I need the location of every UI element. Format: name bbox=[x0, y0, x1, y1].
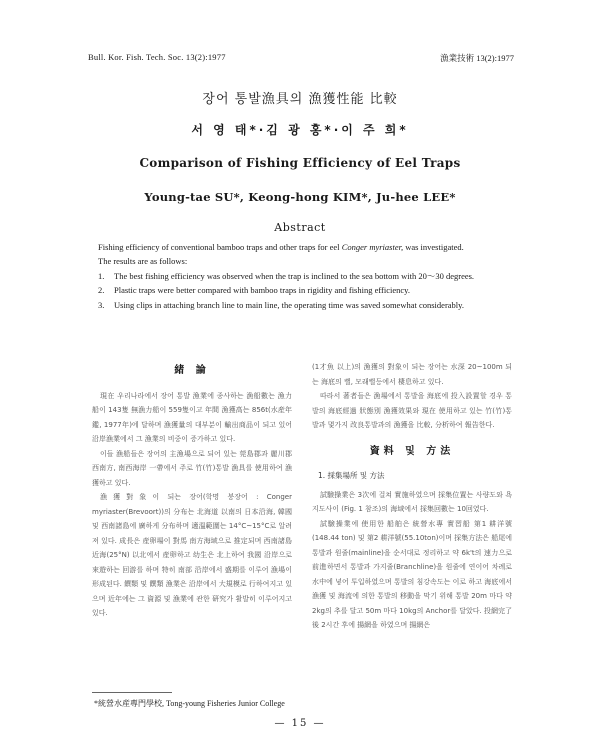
intro-paragraph: 漁獲對象이 되는 장어(학명 붕장어 : Conger myriaster(Brevoort))의 分布는 北海道 以南의 日本沿海, 韓國 및 西南諸島에 廣하게 分布하며 適溫範圍는 14°C~15°C로 알려져 있다. 成長은 産卵場이 對馬 南方海域으로 推定되며 西南諸島 近海(25°N) 以北에서 産卵하고 幼生은 北上하여 我國 沿岸으로 來遊하는 回游를 하며 特히 南部 沿岸에서 盛期를 이루어 漁場이 形成된다. 饌類 및 饌類 漁業은 沿岸에서 大規模로 行하여지고 있으며 近年에는 그 資源 및 漁業에 관한 硏究가 활발히 이루어지고 있다. bbox=[92, 493, 292, 617]
methods-paragraph: 試驗操業은 3次에 걸쳐 實施하였으며 採集位置는 사량도와 욕지도사이 (Fig. 1 참조)의 海域에서 採集回數는 10回였다. bbox=[312, 490, 512, 513]
introduction-heading: 緒 論 bbox=[174, 365, 210, 376]
paper-title-english: Comparison of Fishing Efficiency of Eel Traps bbox=[139, 156, 461, 170]
abstract-intro-text-b: was investigated. bbox=[403, 242, 464, 252]
result-item bbox=[98, 269, 508, 283]
result-item-text: The best fishing efficiency was observed when the trap is inclined to the sea bottom with 20～30 degrees. bbox=[114, 270, 475, 281]
results-list bbox=[98, 269, 508, 312]
right-column bbox=[312, 360, 512, 633]
results-intro: The results are as follows: bbox=[98, 256, 188, 267]
species-name: Conger myriaster, bbox=[341, 242, 404, 252]
methods-paragraph: 試驗操業에 使用한 船舶은 統營水專 實習船 第1 耕洋號(148.44 ton) 및 第2 耕洋號(55.10ton)이며 採集方法은 船尾에 통발과 원줄(mainline)을 순서대로 정리하고 약 6k't의 速力으로 前進하면서 통발과 가지줄(Branchline)을 원줄에 연이어 차례로 水中에 넣어 투입하였으며 통발의 침강속도는 이로 하고 海底에서 漁獲 및 海流에 의한 통발의 移動을 막기 위해 통발 20m 마다 약 2kg의 추를 달고 50m 마다 10kg의 Anchor를 달았다. 投網完了後 2시간 후에 揚網을 하였으며 揚網은 bbox=[312, 519, 512, 629]
result-item-text: Using clips in attaching branch line to main line, the operating time was saved somewhat considerably. bbox=[114, 299, 464, 310]
intro-paragraph: 이들 漁船들은 장어의 主漁場으로 되어 있는 莞島郡과 麗川郡 西南方, 南西海岸 一帶에서 주로 竹(竹)통발 漁具를 使用하여 漁獲하고 있다. bbox=[92, 449, 292, 487]
page-number: — 15 — bbox=[274, 718, 326, 729]
result-item bbox=[98, 283, 508, 297]
intro-paragraph: 따라서 著者들은 漁場에서 통발을 海底에 投入設置할 경우 통발의 海底經過 狀態別 漁獲效果와 現在 使用하고 있는 竹(竹)통발과 몇가지 改良통발과의 漁獲을 比較, 分析하여 報告한다. bbox=[312, 392, 512, 429]
footnote-divider bbox=[92, 692, 172, 693]
methods-subheading: 1. 採集場所 및 方法 bbox=[318, 471, 385, 480]
intro-continuation: (1才魚 以上)의 漁獲의 對象이 되는 장어는 水深 20~100m 되는 海底의 뻘, 모래뻘등에서 棲息하고 있다. bbox=[312, 363, 512, 386]
paper-title-korean: 장어 통발漁具의 漁獲性能 比較 bbox=[202, 92, 398, 107]
journal-citation-header-korean: 漁業技術 13(2):1977 bbox=[440, 53, 514, 63]
abstract-intro bbox=[98, 240, 508, 254]
authors-korean: 서 영 태*·김 광 홍*·이 주 희* bbox=[191, 123, 409, 137]
abstract-heading: Abstract bbox=[274, 221, 326, 234]
result-item-number: 2. bbox=[98, 285, 105, 296]
authors-english: Young-tae SU*, Keong-hong KIM*, Ju-hee LEE* bbox=[144, 190, 456, 204]
methods-heading: 資料 및 方法 bbox=[369, 445, 455, 457]
result-item bbox=[98, 298, 508, 312]
abstract-body bbox=[98, 240, 508, 312]
journal-citation-header: Bull. Kor. Fish. Tech. Soc. 13(2):1977 bbox=[88, 52, 226, 62]
result-item-text: Plastic traps were better compared with bamboo traps in rigidity and fishing efficiency. bbox=[114, 285, 410, 296]
intro-paragraph: 現在 우리나라에서 장어 통발 漁業에 종사하는 漁船數는 漁力船이 143隻 無漁力船이 559隻이고 年間 漁獲高는 856t(水産年鑑, 1977年)에 달하며 漁獲量의 대부분이 輸出商品이 되고 있어 沿岸漁業에서 그 漁業의 비중이 증가하고 있다. bbox=[92, 391, 292, 443]
left-column bbox=[92, 360, 292, 621]
result-item-number: 1. bbox=[98, 270, 105, 281]
result-item-number: 3. bbox=[98, 299, 105, 310]
abstract-intro-text-a: Fishing efficiency of conventional bamboo traps and other traps for eel bbox=[98, 242, 342, 252]
author-affiliation-footnote: *統營水産專門學校, Tong-young Fisheries Junior College bbox=[94, 699, 285, 708]
